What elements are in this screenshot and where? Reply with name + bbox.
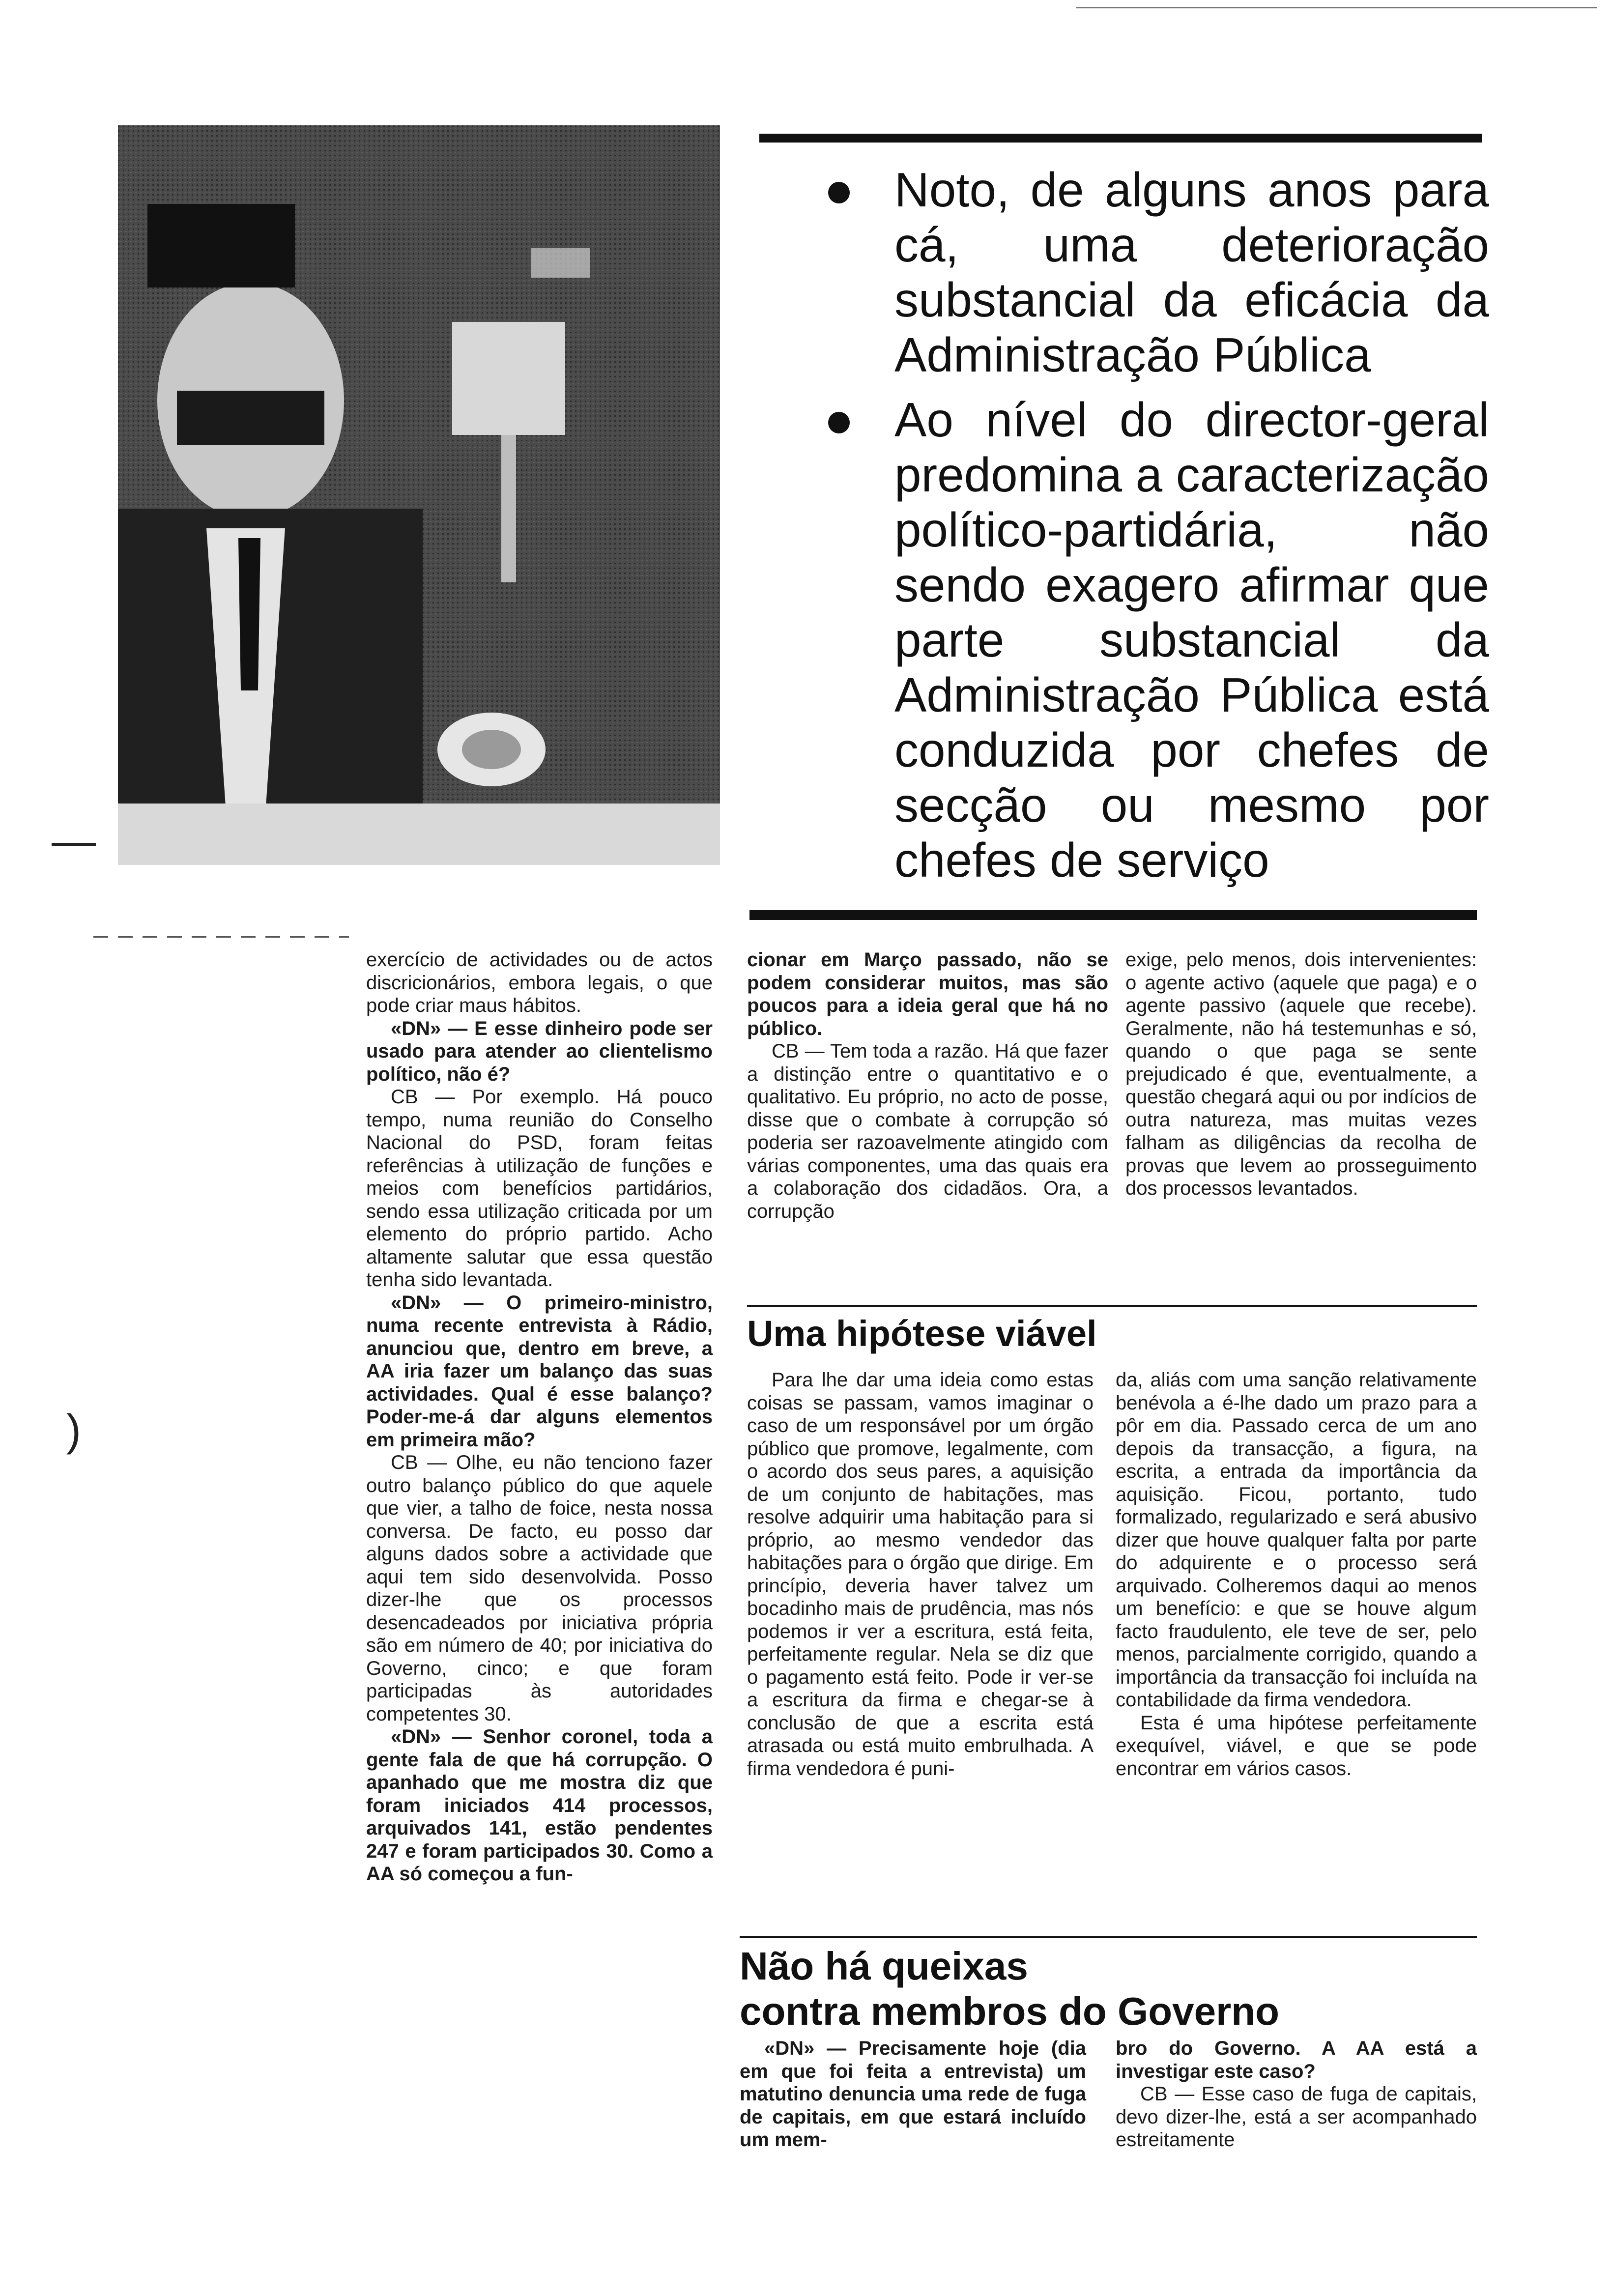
- paragraph: da, aliás com uma sanção relativamente benévola a é-lhe dado um prazo para a pôr em dia. Passado cerca de um ano depois da transacção, a figura, na escrita, a entrada da importância da aquisição. Ficou, portanto, tudo formalizado, regularizado e será abusivo dizer que houve qualquer falta por parte do adquirente e o processo será arquivado. Colheremos daqui ao menos um benefício: e que se houve algum facto fraudulento, ele teve de ser, pelo menos, parcialmente corrigido, quando a importância da transacção foi incluída na contabilidade da firma vendedora.: [1116, 1369, 1477, 1711]
- interviewer-question: «DN» — Precisamente hoje (dia em que foi feita a entrevista) um matutino denuncia uma rede de fuga de capitais, em que estará incluído um mem-: [740, 2038, 1086, 2151]
- interviewee-answer: CB — Olhe, eu não tenciono fazer outro balanço público do que aquele que vier, a talho de foice, nesta nossa conversa. De facto, eu posso dar alguns dados sobre a actividade que aqui tem sido desenvolvida. Posso dizer-lhe que os processos desencadeados por iniciativa própria são em número de 40; por iniciativa do Governo, cinco; e que foram participadas às autoridades competentes 30.: [366, 1452, 713, 1725]
- section-1-left-column: [747, 1369, 1094, 1780]
- paragraph: exige, pelo menos, dois intervenientes: o agente activo (aquele que paga) e o agente passivo (aquele que recebe). Geralmente, não há testemunhas e só, quando o que paga se sente prejudicado é que, eventualmente, a questão chegará aqui ou por indícios de outra natureza, mas muitas vezes falham as diligências da recolha de provas que levem ao prosseguimento dos processos levantados.: [1125, 949, 1477, 1199]
- section-rule: [740, 1936, 1477, 1938]
- portrait-image: [118, 125, 720, 865]
- interviewer-question: bro do Governo. A AA está a investigar este caso?: [1116, 2038, 1477, 2082]
- interviewee-answer: CB — Tem toda a razão. Há que fazer a distinção entre o quantitativo e o qualitativo. Eu próprio, no acto de posse, disse que o combate à corrupção só poderia ser razoavelmente atingido com várias componentes, uma das quais era a colaboração dos cidadãos. Ora, a corrupção: [747, 1040, 1108, 1222]
- pull-quote-item: Noto, de alguns anos para cá, uma deterioração substancial da eficácia da Administração Pública: [767, 162, 1489, 382]
- section-heading: Não há queixas contra membros do Governo: [740, 1944, 1279, 2033]
- margin-mark: —: [52, 816, 96, 865]
- pull-quote-top-rule: [759, 134, 1482, 143]
- paragraph: Para lhe dar uma ideia como estas coisas se passam, vamos imaginar o caso de um responsável por um órgão público que promove, legalmente, com o acordo dos seus pares, a aquisição de um conjunto de habitações, mas resolve adquirir uma habitação para si próprio, ao mesmo vendedor das habitações para o órgão que dirige. Em princípio, deveria haver talvez um bocadinho mais de prudência, mas nós podemos ir ver a escritura, está feita, perfeitamente regular. Nela se diz que o pagamento está feito. Pode ir ver-se a escritura da firma e chegar-se à conclusão de que a escrita está atrasada ou está muito embrulhada. A firma vendedora é puni-: [747, 1369, 1094, 1779]
- column-3: [1125, 948, 1477, 1200]
- interviewer-question: «DN» — E esse dinheiro pode ser usado para atender ao clientelismo político, não é?: [366, 1017, 713, 1085]
- interviewer-question: cionar em Março passado, não se podem considerar muitos, mas são poucos para a ideia geral que há no público.: [747, 949, 1108, 1039]
- interviewee-answer: CB — Esse caso de fuga de capitais, devo dizer-lhe, está a ser acompanhado estreitamente: [1116, 2083, 1477, 2151]
- dashed-separator: [93, 936, 349, 938]
- section-1-right-column: [1116, 1369, 1477, 1780]
- interviewer-question: «DN» — Senhor coronel, toda a gente fala de que há corrupção. O apanhado que me mostra diz que foram iniciados 414 processos, arquivados 141, estão pendentes 247 e foram participados 30. Como a AA só começou a fun-: [366, 1726, 713, 1885]
- section-2-right-column: [1116, 2037, 1477, 2152]
- section-rule: [747, 1305, 1477, 1307]
- margin-mark: ): [66, 1406, 81, 1455]
- interviewer-question: «DN» — O primeiro-ministro, numa recente entrevista à Rádio, anunciou que, dentro em breve, a AA iria fazer um balanço das suas actividades. Qual é esse balanço? Poder-me-á dar alguns elementos em primeira mão?: [366, 1292, 713, 1451]
- bullet-icon: [828, 412, 850, 433]
- pull-quote: [767, 162, 1489, 897]
- paragraph: Esta é uma hipótese perfeitamente exequível, viável, e que se pode encontrar em vários casos.: [1116, 1712, 1477, 1779]
- column-2: [747, 948, 1108, 1223]
- pull-quote-item: Ao nível do director-geral predomina a caracterização político-partidária, não sendo exagero afirmar que parte substancial da Administração Pública está conduzida por chefes de secção ou mesmo por chefes de serviço: [767, 392, 1489, 888]
- top-edge-rule: [1076, 7, 1597, 8]
- section-heading: Uma hipótese viável: [747, 1313, 1097, 1354]
- pull-quote-bottom-rule: [749, 910, 1477, 920]
- column-1: [366, 948, 713, 1886]
- section-2-left-column: [740, 2037, 1086, 2152]
- bullet-icon: [828, 182, 850, 203]
- interviewee-answer: CB — Por exemplo. Há pouco tempo, numa reunião do Conselho Nacional do PSD, foram feitas referências à utilização de funções e meios com benefícios partidários, sendo essa utilização criticada por um elemento do próprio partido. Acho altamente salutar que essa questão tenha sido levantada.: [366, 1086, 713, 1291]
- paragraph: exercício de actividades ou de actos discricionários, embora legais, o que pode criar maus hábitos.: [366, 949, 713, 1016]
- interview-photo: [118, 125, 720, 865]
